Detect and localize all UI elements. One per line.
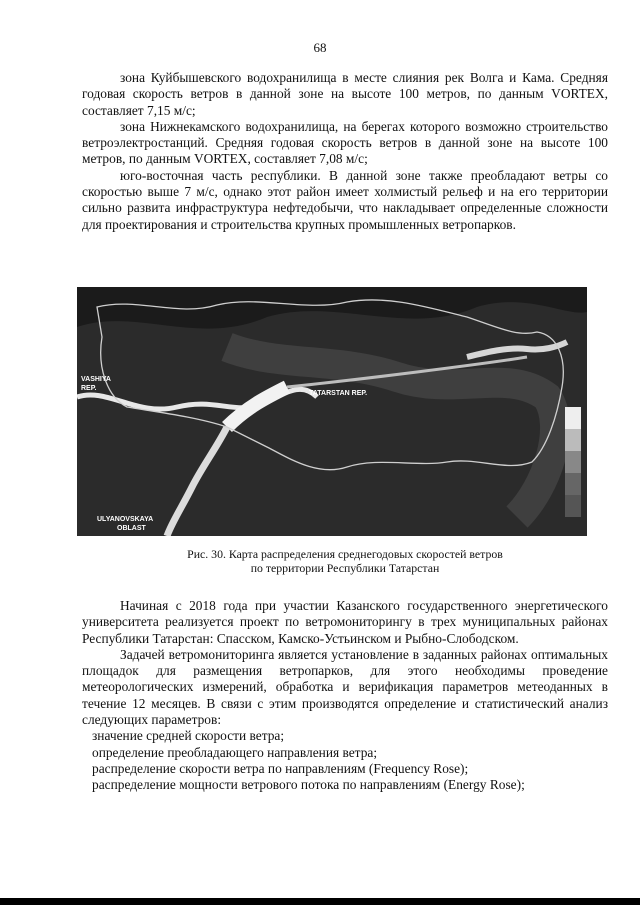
map-label-ulyanovsk: ULYANOVSKAYA	[97, 516, 154, 523]
bottom-text-block	[82, 598, 608, 794]
figure-caption	[82, 547, 608, 575]
caption-line-1: Рис. 30. Карта распределения среднегодовых скоростей ветров	[187, 547, 503, 561]
legend-step-3	[565, 451, 581, 473]
parameter-list	[82, 728, 608, 793]
scan-bottom-edge	[0, 898, 640, 905]
legend-step-1	[565, 407, 581, 429]
caption-line-2: по территории Республики Татарстан	[250, 561, 440, 575]
top-text-block	[82, 70, 608, 233]
map-label-ulyanovsk-oblast: OBLAST	[117, 525, 146, 532]
map-graphic	[77, 287, 587, 536]
paragraph-southeast-zone: юго-восточная часть республики. В данной зоне также преобладают ветры со скоростью выше 7 м/с, однако этот район имеет холмистый рельеф и на его территории сильно развита инфраструктура нефтедобычи, что накладывает определенные сложности для проектирования и строительства крупных промышленных ветропарков.	[82, 167, 608, 232]
list-item: определение преобладающего направления ветра;	[92, 744, 378, 760]
map-label-chuvashia: VASHIYA	[81, 376, 111, 383]
terrain-shading	[77, 302, 587, 536]
paragraph-monitoring-project: Начиная с 2018 года при участии Казанского государственного энергетического университета реализуется проект по ветромониторингу в трех муниципальных районах Республики Татарстан: Спасском, Камско-Устьинском и Рыбно-Слободском.	[82, 598, 608, 646]
paragraph-kuibyshev-zone: зона Куйбышевского водохранилища в месте слияния рек Волга и Кама. Средняя годовая скорость ветров в данной зоне на высоте 100 метров, по данным VORTEX, составляет 7,15 м/с;	[82, 70, 608, 118]
map-label-tatarstan: TATARSTAN REP.	[309, 390, 368, 397]
legend-step-4	[565, 473, 581, 495]
list-item: распределение скорости ветра по направлениям (Frequency Rose);	[92, 760, 469, 776]
page-number: 68	[313, 40, 327, 55]
paragraph-nizhnekamsk-zone: зона Нижнекамского водохранилища, на берегах которого возможно строительство ветроэлектростанций. Средняя годовая скорость ветров в данной зоне на высоте 100 метров, по данным VORTEX, составляет 7,08 м/с;	[82, 118, 608, 167]
wind-speed-map	[77, 287, 587, 536]
map-label-chuvashia-rep: REP.	[81, 385, 97, 392]
paragraph-monitoring-task: Задачей ветромониторинга является установление в заданных районах оптимальных площадок для размещения ветропарков, для этого необходимы проведение метеорологических измерений, обработка и верификация параметров метеоданных в течение 12 месяцев. В связи с этим производятся определение и статистический анализ следующих параметров:	[82, 646, 608, 728]
legend-step-2	[565, 429, 581, 451]
list-item: значение средней скорости ветра;	[92, 728, 285, 744]
list-item: распределение мощности ветрового потока по направлениям (Energy Rose);	[92, 777, 525, 793]
